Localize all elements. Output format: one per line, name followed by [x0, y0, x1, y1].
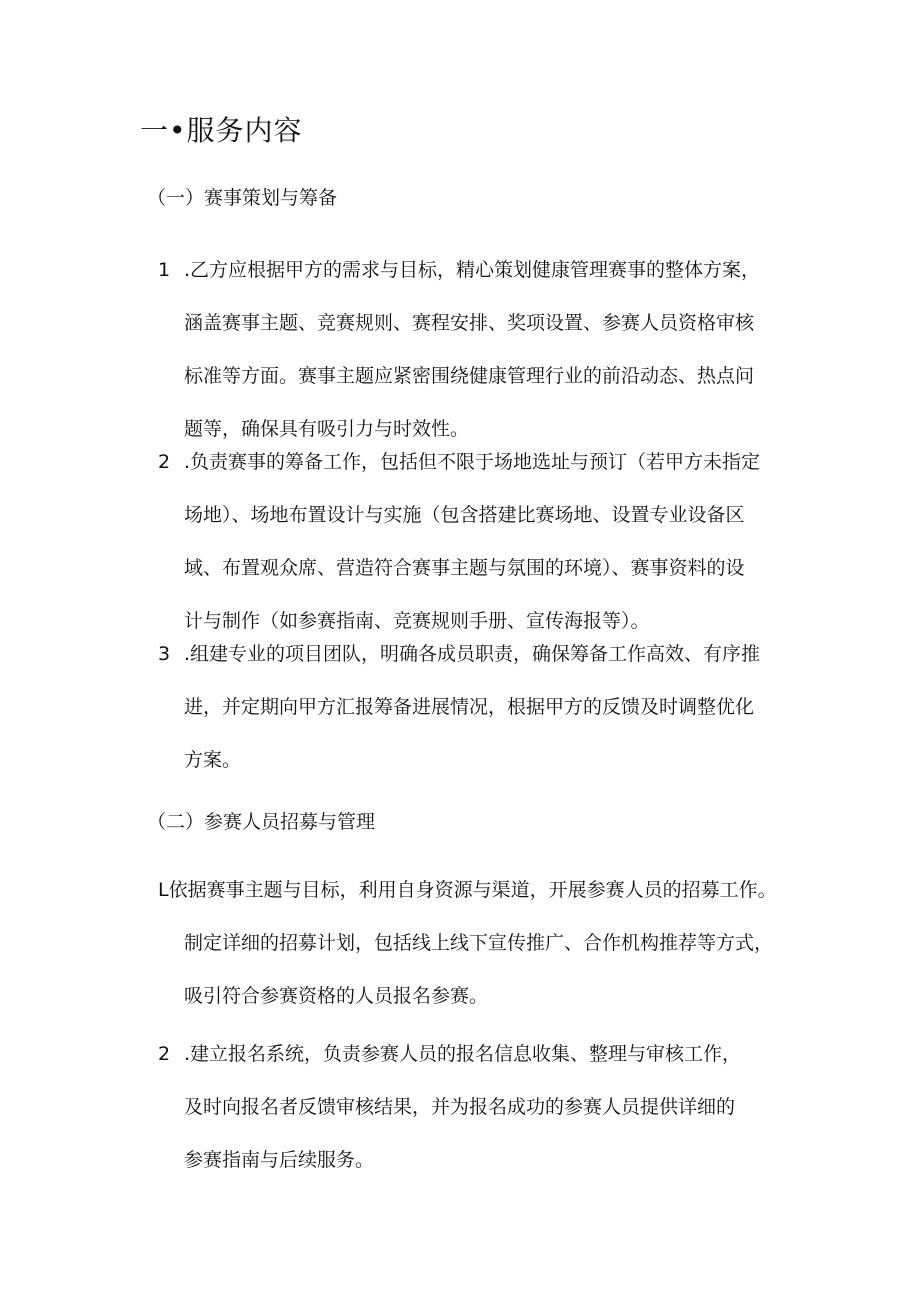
item-number: 2 — [158, 451, 171, 473]
list-item — [158, 1028, 798, 1187]
item-line: 吸引符合参赛资格的人员报名参赛。 — [184, 985, 489, 1007]
item-line: .组建专业的项目团队，明确各成员职责，确保筹备工作高效、有序推 — [184, 643, 761, 665]
list-item — [158, 864, 818, 1023]
page-title: 一•服务内容 — [140, 114, 303, 147]
item-line: 计与制作（如参赛指南、竞赛规则手册、宣传海报等）。 — [184, 610, 650, 632]
section-title-planning: （一）赛事策划与筹备 — [147, 187, 338, 209]
item-number: 2 — [158, 1043, 171, 1065]
item-line: 方案。 — [184, 749, 242, 771]
section-title-recruitment: （二）参赛人员招募与管理 — [147, 811, 376, 833]
item-line: .建立报名系统，负责参赛人员的报名信息收集、整理与审核工作， — [184, 1043, 742, 1065]
item-line: 域、布置观众席、营造符合赛事主题与氛围的环境）、赛事资料的设 — [184, 557, 745, 579]
item-line: 及时向报名者反馈审核结果，并为报名成功的参赛人员提供详细的 — [184, 1096, 736, 1118]
item-line: L依据赛事主题与目标，利用自身资源与渠道，开展参赛人员的招募工作。 — [158, 879, 777, 901]
item-line: 参赛指南与后续服务。 — [184, 1149, 375, 1171]
list-item — [158, 244, 798, 456]
item-number: 1 — [158, 259, 171, 281]
item-line: 进，并定期向甲方汇报筹备进展情况，根据甲方的反馈及时调整优化 — [184, 696, 755, 718]
item-number: 3 — [158, 643, 171, 665]
list-item — [158, 436, 798, 648]
item-line: 题等，确保具有吸引力与时效性。 — [184, 418, 470, 440]
list-item — [158, 628, 798, 787]
item-line: 制定详细的招募计划，包括线上线下宣传推广、合作机构推荐等方式， — [184, 932, 774, 954]
item-line: .乙方应根据甲方的需求与目标，精心策划健康管理赛事的整体方案， — [184, 259, 761, 281]
item-line: 场地）、场地布置设计与实施（包含搭建比赛场地、设置专业设备区 — [184, 504, 745, 526]
item-line: 标准等方面。赛事主题应紧密围绕健康管理行业的前沿动态、热点问 — [184, 365, 755, 387]
item-line: 涵盖赛事主题、竞赛规则、赛程安排、奖项设置、参赛人员资格审核 — [184, 312, 755, 334]
item-line: .负责赛事的筹备工作，包括但不限于场地选址与预订（若甲方未指定 — [184, 451, 761, 473]
